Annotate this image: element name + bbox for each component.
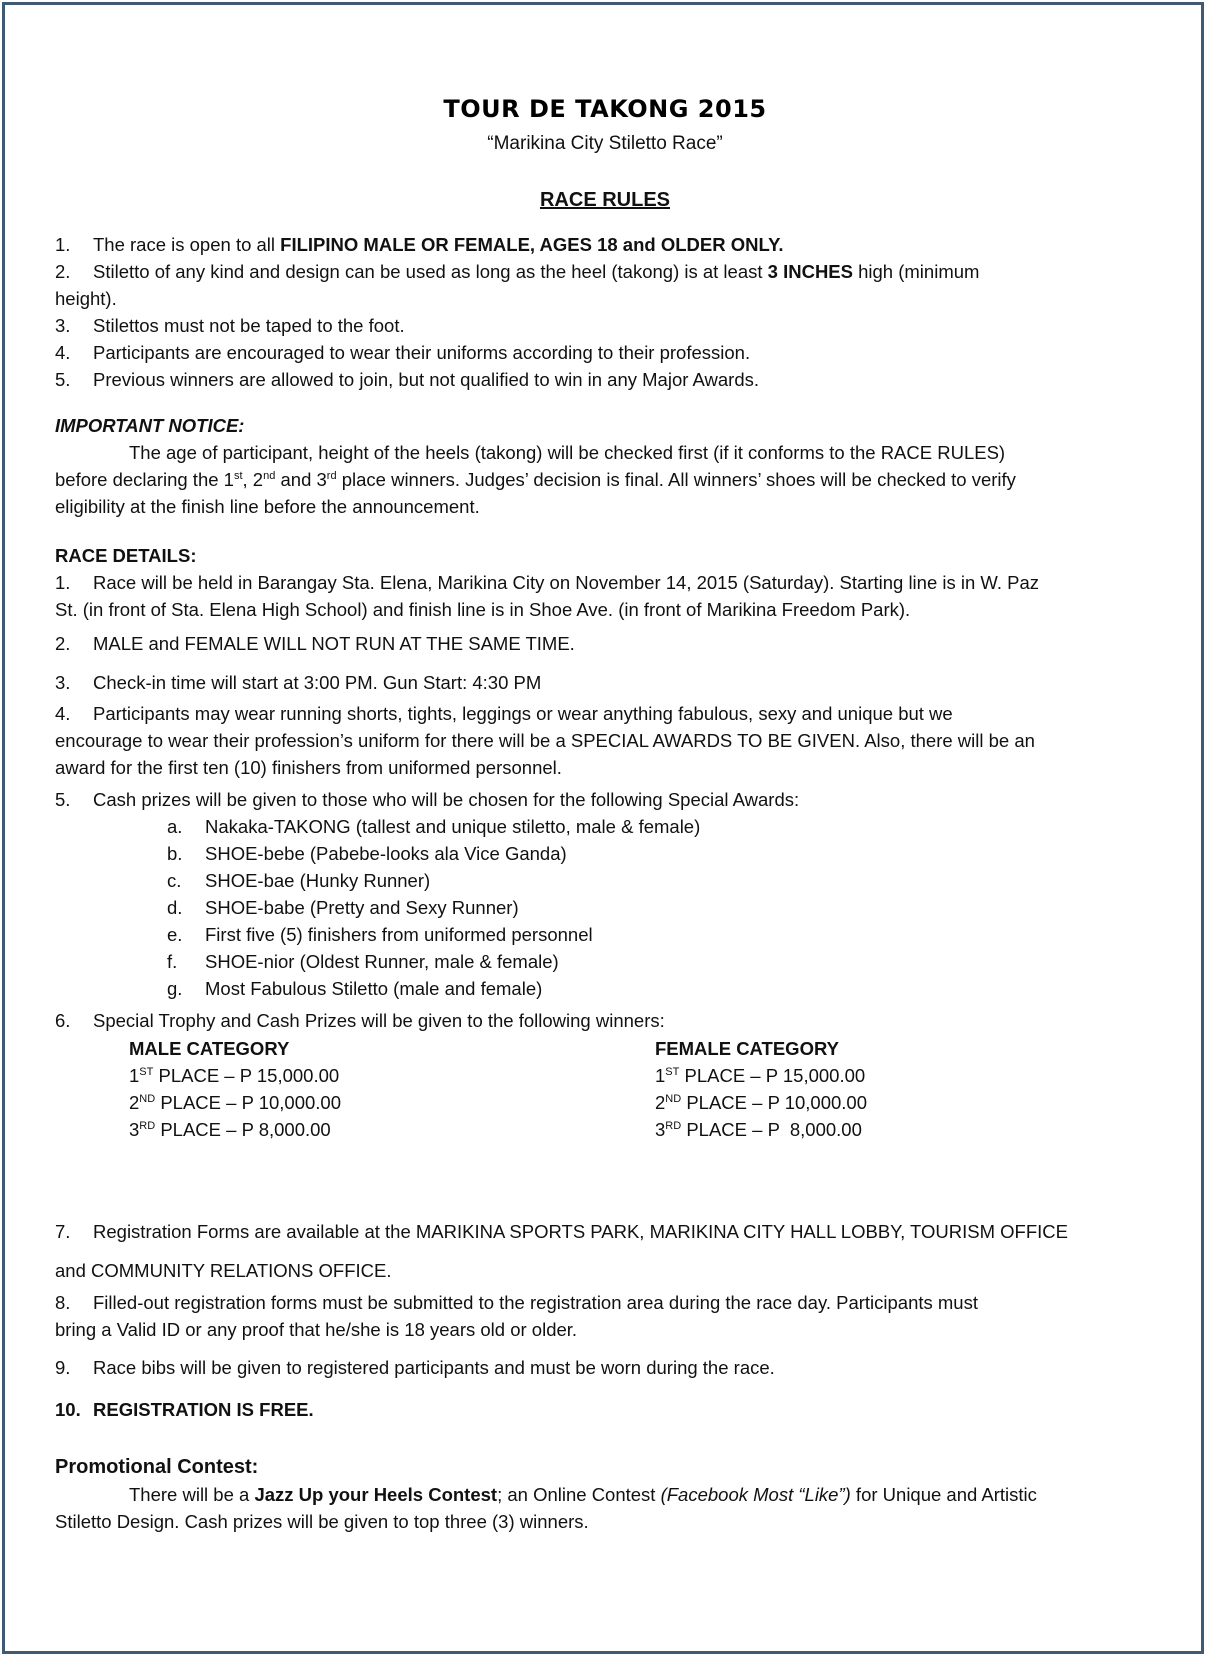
promo-line-2: Stiletto Design. Cash prizes will be given to top three (3) winners. bbox=[55, 1511, 589, 1532]
detail-8: 8. Filled-out registration forms must be submitted to the registration area during the race day. Participants must bring a Valid ID or any proof that he/she is 18 years old or older. bbox=[55, 1292, 978, 1340]
promo-line-1: There will be a Jazz Up your Heels Contest; an Online Contest (Facebook Most “Like”) for Unique and Artistic bbox=[129, 1484, 1037, 1505]
promotional-contest bbox=[55, 1454, 1155, 1535]
rule-4: 4. Participants are encouraged to wear their uniforms according to their profession. bbox=[55, 342, 751, 363]
female-place-3: 3RD PLACE – P 8,000.00 bbox=[655, 1119, 862, 1140]
detail-7-cont: and COMMUNITY RELATIONS OFFICE. bbox=[55, 1260, 392, 1281]
detail-6: 6. Special Trophy and Cash Prizes will be given to the following winners: bbox=[55, 1010, 665, 1031]
notice-line-2: before declaring the 1st, 2nd and 3rd place winners. Judges’ decision is final. All winners’ shoes will be checked to verify bbox=[55, 469, 1016, 490]
detail-10: 10. REGISTRATION IS FREE. bbox=[55, 1399, 314, 1420]
rule-1: 1. The race is open to all FILIPINO MALE OR FEMALE, AGES 18 and OLDER ONLY. bbox=[55, 234, 784, 255]
male-place-3: 3RD PLACE – P 8,000.00 bbox=[129, 1119, 331, 1140]
detail-2: 2. MALE and FEMALE WILL NOT RUN AT THE SAME TIME. bbox=[55, 633, 575, 654]
special-award-d: d. SHOE-babe (Pretty and Sexy Runner) bbox=[167, 897, 519, 918]
special-award-g: g. Most Fabulous Stiletto (male and female) bbox=[167, 978, 543, 999]
promo-heading: Promotional Contest: bbox=[55, 1456, 259, 1478]
detail-7: 7. Registration Forms are available at the MARIKINA SPORTS PARK, MARIKINA CITY HALL LOBBY, TOURISM OFFICE bbox=[55, 1221, 1068, 1242]
detail-1-cont: St. (in front of Sta. Elena High School) and finish line is in Shoe Ave. (in front of Marikina Freedom Park). bbox=[55, 599, 911, 620]
important-notice bbox=[55, 412, 1155, 520]
document-title: TOUR DE TAKONG 2015 bbox=[443, 95, 767, 123]
rule-3: 3. Stilettos must not be taped to the foot. bbox=[55, 315, 405, 336]
notice-heading: IMPORTANT NOTICE: bbox=[55, 415, 245, 436]
notice-line-3: eligibility at the finish line before the announcement. bbox=[55, 496, 480, 517]
male-place-2: 2ND PLACE – P 10,000.00 bbox=[129, 1092, 342, 1113]
female-place-2: 2ND PLACE – P 10,000.00 bbox=[655, 1092, 868, 1113]
special-award-e: e. First five (5) finishers from uniformed personnel bbox=[167, 924, 593, 945]
special-award-c: c. SHOE-bae (Hunky Runner) bbox=[167, 870, 431, 891]
female-place-1: 1ST PLACE – P 15,000.00 bbox=[655, 1065, 866, 1086]
special-award-b: b. SHOE-bebe (Pabebe-looks ala Vice Ganda) bbox=[167, 843, 567, 864]
female-category: FEMALE CATEGORY 1ST PLACE – P 15,000.00 2ND PLACE – P 10,000.00 3RD PLACE – P 8,000.00 bbox=[655, 1035, 867, 1143]
male-place-1: 1ST PLACE – P 15,000.00 bbox=[129, 1065, 340, 1086]
race-details bbox=[55, 542, 1155, 623]
detail-3: 3. Check-in time will start at 3:00 PM. Gun Start: 4:30 PM bbox=[55, 672, 542, 693]
special-award-a: a. Nakaka-TAKONG (tallest and unique stiletto, male & female) bbox=[167, 816, 701, 837]
race-details-heading: RACE DETAILS: bbox=[55, 545, 197, 566]
detail-5: 5. Cash prizes will be given to those who will be chosen for the following Special Awards: a. Nakaka-TAKONG (tallest and unique stiletto, male & female) b. SHOE-bebe (Pabebe-looks ala Vice Ganda) c. SHOE-bae (Hunky Runner) d. SHOE-babe (Pretty and Sexy Runner) e. First five (5) finishers from uniformed personnel f. SHOE-nior (Oldest Runner, male & female) g. Most Fabulous Stiletto (male and female) bbox=[55, 786, 1155, 1002]
notice-line-1: The age of participant, height of the heels (takong) will be checked first (if it conforms to the RACE RULES) bbox=[129, 442, 1006, 463]
detail-9: 9. Race bibs will be given to registered participants and must be worn during the race. bbox=[55, 1357, 775, 1378]
rule-5: 5. Previous winners are allowed to join, but not qualified to win in any Major Awards. bbox=[55, 369, 760, 390]
rule-2-cont: height). bbox=[55, 288, 117, 309]
detail-4: 4. Participants may wear running shorts, tights, leggings or wear anything fabulous, sexy and unique but we encourage to wear their profession’s uniform for there will be a SPECIAL AWARDS TO BE GIVEN. Also, there will be an award for the first ten (10) finishers from uniformed personnel. bbox=[55, 703, 1035, 778]
race-rules-heading: RACE RULES bbox=[539, 189, 670, 211]
rule-2: 2. Stiletto of any kind and design can be used as long as the heel (takong) is at least 3 INCHES high (minimum bbox=[55, 261, 980, 282]
document-subtitle: “Marikina City Stiletto Race” bbox=[487, 133, 723, 154]
detail-1: 1. Race will be held in Barangay Sta. Elena, Marikina City on November 14, 2015 (Saturday). Starting line is in W. Paz bbox=[55, 572, 1040, 593]
race-rules-list bbox=[55, 231, 1155, 393]
special-award-f: f. SHOE-nior (Oldest Runner, male & female) bbox=[167, 951, 559, 972]
male-category: MALE CATEGORY 1ST PLACE – P 15,000.00 2ND PLACE – P 10,000.00 3RD PLACE – P 8,000.00 bbox=[129, 1035, 341, 1143]
